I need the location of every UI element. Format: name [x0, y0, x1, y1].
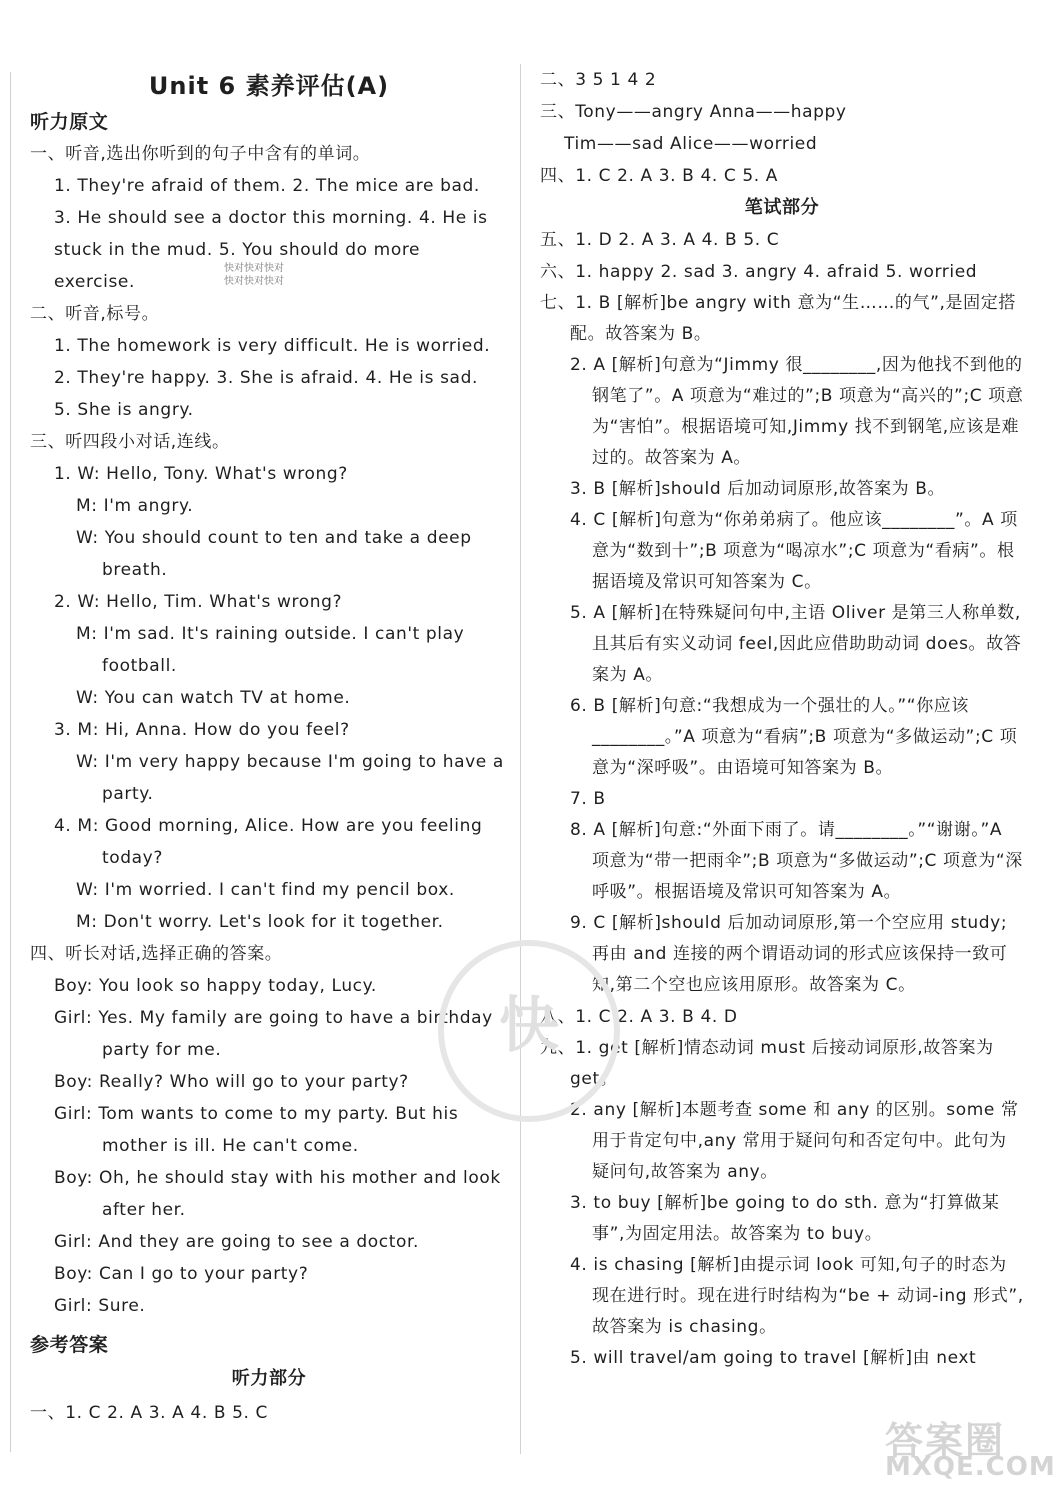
analysis-item: 2. A [解析]句意为“Jimmy 很________,因为他找不到他的钢笔了”。A 项意为“难过的”;B 项意为“高兴的”;C 项意为“害怕”。根据语境可知,Jimmy 找不到钢笔,应该是难过的。故答案为 A。: [570, 355, 1024, 468]
dialogue-line: Boy: You look so happy today, Lucy.: [54, 976, 377, 996]
answer-line: 八、1. C 2. A 3. B 4. D: [540, 1007, 738, 1027]
written-part-heading: 笔试部分: [744, 197, 820, 218]
dialogue-line: W: You can watch TV at home.: [76, 688, 351, 708]
analysis-item: 5. A [解析]在特殊疑问句中,主语 Oliver 是第三人称单数,且其后有实义动词 feel,因此应借助助动词 does。故答案为 A。: [570, 603, 1022, 685]
listening-script-heading: 听力原文: [30, 111, 109, 133]
watermark-seal: 快: [438, 940, 620, 1122]
dialogue-line: W: You should count to ten and take a deep: [76, 528, 472, 548]
answer-line: 四、1. C 2. A 3. B 4. C 5. A: [540, 166, 778, 186]
dialogue-line: breath.: [102, 560, 168, 580]
script-line: exercise.: [54, 272, 135, 292]
dialogue-line: after her.: [102, 1200, 186, 1220]
listening-part-heading: 听力部分: [231, 1368, 307, 1389]
script-line: 1. The homework is very difficult. He is worried.: [54, 336, 491, 356]
script-line: 5. She is angry.: [54, 400, 194, 420]
left-margin-rule: [10, 72, 11, 1452]
dialogue-line: 2. W: Hello, Tim. What's wrong?: [54, 592, 343, 612]
dialogue-line: W: I'm very happy because I'm going to have a: [76, 752, 504, 772]
analysis-item: 七、1. B [解析]be angry with 意为“生……的气”,是固定搭配。故答案为 B。: [540, 293, 1016, 344]
dialogue-line: M: I'm angry.: [76, 496, 194, 516]
answer-line: 二、3 5 1 4 2: [540, 70, 657, 90]
site-logo: 答案圈: [885, 1419, 1006, 1463]
answers-heading: 参考答案: [30, 1334, 109, 1356]
dialogue-line: football.: [102, 656, 177, 676]
site-logo-url: MXQE.COM: [885, 1452, 1056, 1482]
analysis-item: 2. any [解析]本题考查 some 和 any 的区别。some 常用于肯定句中,any 常用于疑问句和否定句中。此句为疑问句,故答案为 any。: [570, 1100, 1019, 1182]
analysis-item: 9. C [解析]should 后加动词原形,第一个空应用 study;再由 and 连接的两个谓语动词的形式应该保持一致可知,第二个空也应该用原形。故答案为 C。: [570, 913, 1008, 995]
answer-line: Tim——sad Alice——worried: [564, 134, 818, 154]
dialogue-line: Boy: Oh, he should stay with his mother and look: [54, 1168, 501, 1188]
dialogue-line: Girl: Sure.: [54, 1296, 146, 1316]
dialogue-line: Girl: And they are going to see a doctor.: [54, 1232, 419, 1252]
dialogue-line: M: I'm sad. It's raining outside. I can't play: [76, 624, 465, 644]
analysis-item: 3. B [解析]should 后加动词原形,故答案为 B。: [570, 479, 946, 499]
dialogue-line: Boy: Really? Who will go to your party?: [54, 1072, 409, 1092]
analysis-item: 8. A [解析]句意:“外面下雨了。请________。”“谢谢。”A 项意为“带一把雨伞”;B 项意为“多做运动”;C 项意为“深呼吸”。根据语境及常识可知答案为 A。: [570, 820, 1023, 902]
dialogue-line: Boy: Can I go to your party?: [54, 1264, 309, 1284]
stamp-text: 快对快对快对 快对快对快对: [224, 263, 284, 287]
answer-line: 一、1. C 2. A 3. A 4. B 5. C: [30, 1403, 268, 1423]
right-column: [540, 64, 1024, 1374]
section-heading: 四、听长对话,选择正确的答案。: [30, 944, 283, 964]
script-line: 2. They're happy. 3. She is afraid. 4. He is sad.: [54, 368, 478, 388]
dialogue-line: mother is ill. He can't come.: [102, 1136, 359, 1156]
dialogue-line: 4. M: Good morning, Alice. How are you feeling: [54, 816, 483, 836]
dialogue-line: party.: [102, 784, 154, 804]
dialogue-line: party for me.: [102, 1040, 222, 1060]
analysis-item: 4. is chasing [解析]由提示词 look 可知,句子的时态为现在进行时。现在进行时结构为“be + 动词-ing 形式”,故答案为 is chasing。: [570, 1255, 1024, 1337]
section-heading: 一、听音,选出你听到的句子中含有的单词。: [30, 144, 371, 164]
dialogue-line: 1. W: Hello, Tony. What's wrong?: [54, 464, 348, 484]
section-heading: 二、听音,标号。: [30, 304, 160, 324]
analysis-item: 九、1. get [解析]情态动词 must 后接动词原形,故答案为 get。: [540, 1038, 994, 1089]
dialogue-line: M: Don't worry. Let's look for it together.: [76, 912, 444, 932]
answer-line: 五、1. D 2. A 3. A 4. B 5. C: [540, 230, 780, 250]
column-divider: [520, 64, 521, 1454]
dialogue-line: 3. M: Hi, Anna. How do you feel?: [54, 720, 350, 740]
answer-line: 六、1. happy 2. sad 3. angry 4. afraid 5. worried: [540, 262, 978, 282]
script-line: 3. He should see a doctor this morning. 4. He is: [54, 208, 488, 228]
dialogue-line: Girl: Tom wants to come to my party. But his: [54, 1104, 459, 1124]
analysis-item: 5. will travel/am going to travel [解析]由 next: [570, 1348, 977, 1368]
answer-line: 三、Tony——angry Anna——happy: [540, 102, 847, 122]
dialogue-line: W: I'm worried. I can't find my pencil box.: [76, 880, 455, 900]
analysis-item: 7. B: [570, 789, 606, 809]
analysis-item: 4. C [解析]句意为“你弟弟病了。他应该________”。A 项意为“数到十”;B 项意为“喝凉水”;C 项意为“看病”。根据语境及常识可知答案为 C。: [570, 510, 1018, 592]
script-line: stuck in the mud. 5. You should do more: [54, 240, 421, 260]
script-line: 1. They're afraid of them. 2. The mice are bad.: [54, 176, 480, 196]
dialogue-line: Girl: Yes. My family are going to have a birthday: [54, 1008, 493, 1028]
analysis-item: 3. to buy [解析]be going to do sth. 意为“打算做某事”,为固定用法。故答案为 to buy。: [570, 1193, 1000, 1244]
dialogue-line: today?: [102, 848, 163, 868]
section-heading: 三、听四段小对话,连线。: [30, 432, 230, 452]
page-title: Unit 6 素养评估(A): [148, 72, 390, 100]
analysis-item: 6. B [解析]句意:“我想成为一个强壮的人。”“你应该________。”A 项意为“看病”;B 项意为“多做运动”;C 项意为“深呼吸”。由语境可知答案为 B。: [570, 696, 1018, 778]
